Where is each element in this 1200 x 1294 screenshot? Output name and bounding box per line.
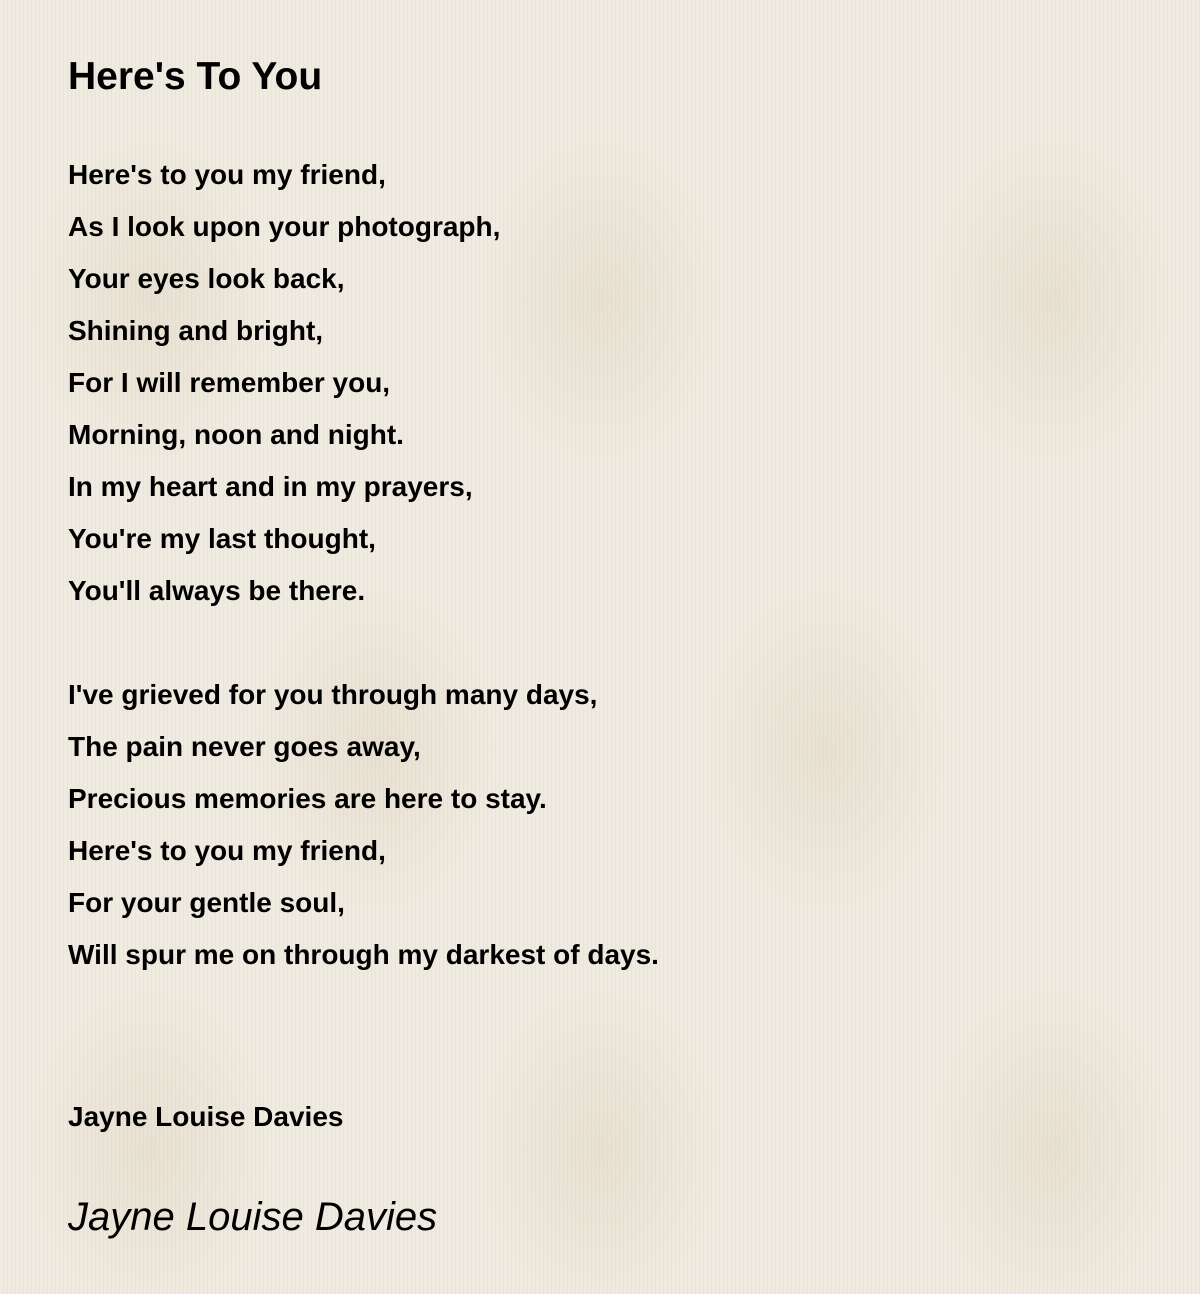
poem-line: Here's to you my friend, (68, 159, 386, 190)
poem-line: Will spur me on through my darkest of days. (68, 939, 659, 970)
poem-line: For your gentle soul, (68, 887, 345, 918)
poem-body (68, 149, 1148, 981)
stanza-2 (68, 669, 1148, 981)
poem-line: Your eyes look back, (68, 263, 345, 294)
poem-line: The pain never goes away, (68, 731, 421, 762)
poem-line: As I look upon your photograph, (68, 211, 501, 242)
author-signature: Jayne Louise Davies (68, 1195, 438, 1239)
poem-line: You'll always be there. (68, 575, 366, 606)
stanza-1 (68, 149, 1148, 617)
poem-title: Here's To You (68, 55, 323, 98)
poem-page (68, 52, 1148, 1243)
poem-line: Here's to you my friend, (68, 835, 386, 866)
poem-line: You're my last thought, (68, 523, 376, 554)
poem-line: I've grieved for you through many days, (68, 679, 598, 710)
poem-line: Shining and bright, (68, 315, 324, 346)
poem-line: For I will remember you, (68, 367, 391, 398)
poem-line: Morning, noon and night. (68, 419, 404, 450)
poem-line: In my heart and in my prayers, (68, 471, 473, 502)
poem-author: Jayne Louise Davies (68, 1101, 344, 1132)
poem-line: Precious memories are here to stay. (68, 783, 547, 814)
